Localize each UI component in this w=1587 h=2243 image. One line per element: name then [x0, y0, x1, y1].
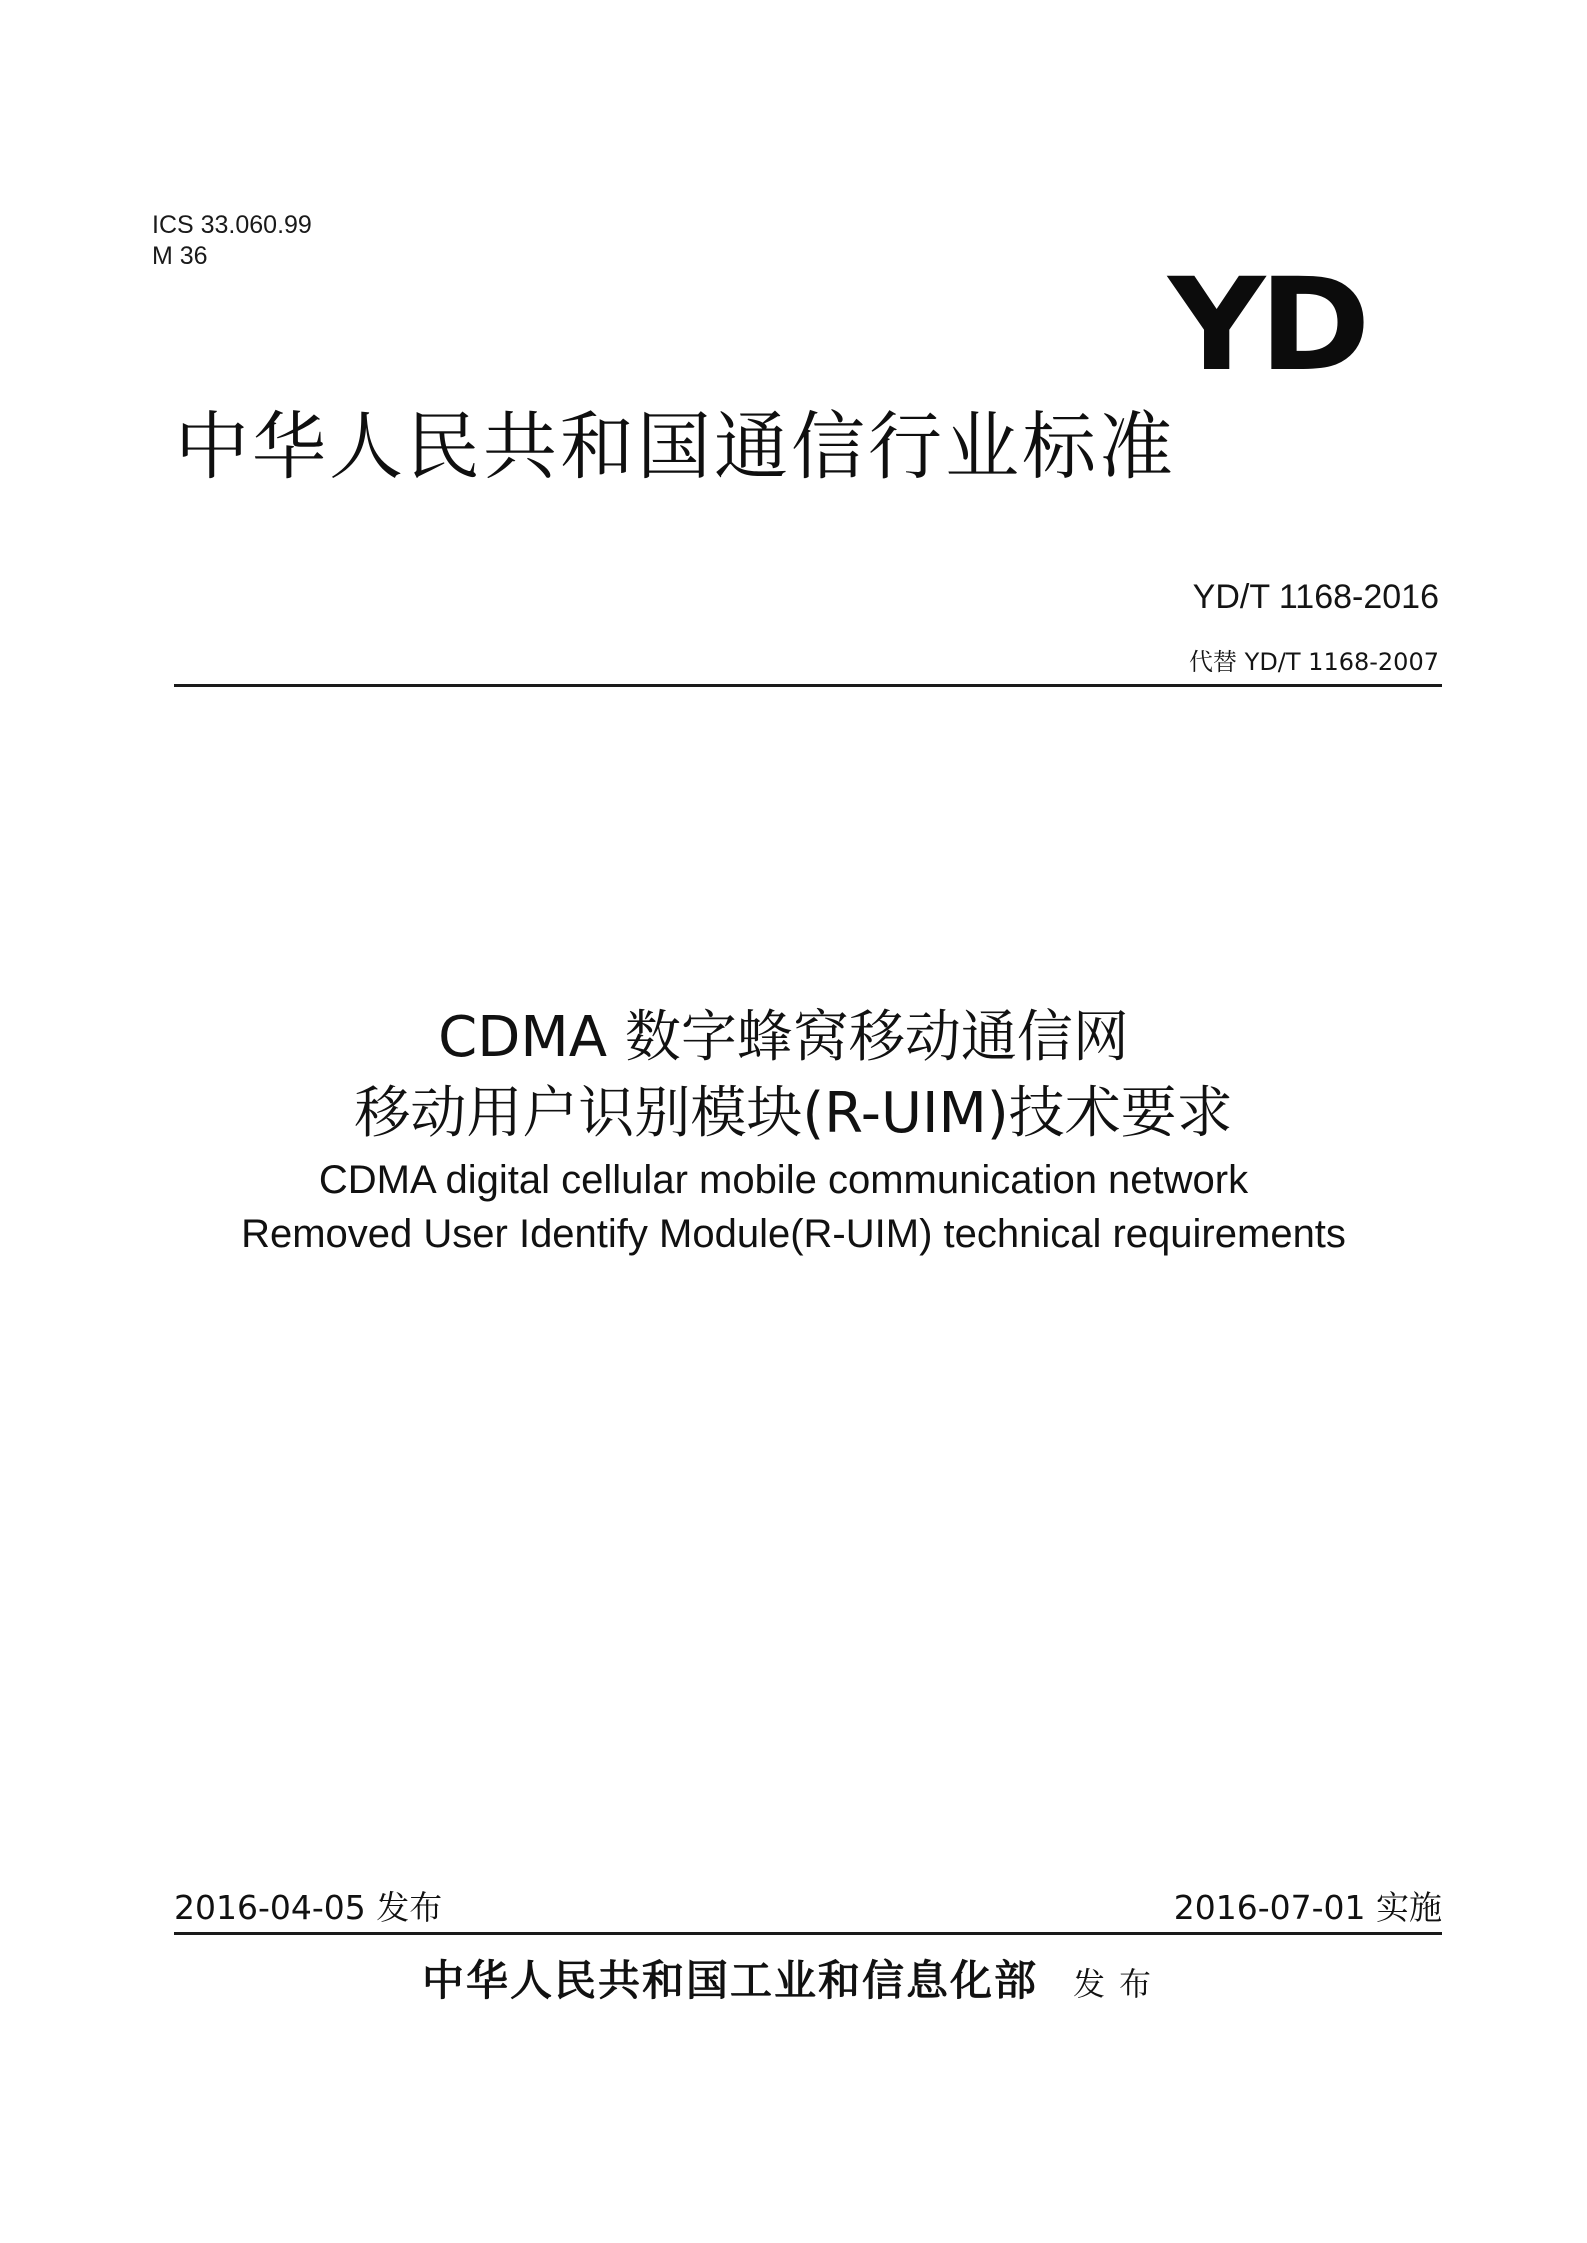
classification-codes [152, 210, 312, 273]
standard-number: YD/T 1168-2016 [1192, 578, 1439, 616]
title-en-line1: CDMA digital cellular mobile communication network [318, 1158, 1249, 1203]
title-cn-line1: CDMA 数字蜂窝移动通信网 [438, 1005, 1129, 1070]
title-cn-line2: 移动用户识别模块(R-UIM)技术要求 [354, 1080, 1233, 1146]
standard-category-title: 中华人民共和国通信行业标准 [175, 404, 1176, 490]
header-divider [174, 684, 1442, 687]
issue-date: 2016-04-05 发布 [174, 1888, 443, 1927]
issuer-organization: 中华人民共和国工业和信息化部 [421, 1956, 1038, 2005]
ics-code: ICS 33.060.99 [152, 211, 312, 239]
replaces-standard: 代替 YD/T 1168-2007 [1189, 648, 1439, 676]
footer-divider [174, 1932, 1442, 1935]
issuer-line [0, 1948, 1587, 2008]
yd-logo: YD [1168, 251, 1365, 400]
title-en-line2: Removed User Identify Module(R-UIM) technical requirements [241, 1212, 1346, 1257]
document-title [0, 1000, 1587, 1261]
ccs-code: M 36 [152, 242, 208, 271]
implementation-date: 2016-07-01 实施 [1173, 1888, 1442, 1927]
issuer-suffix: 发布 [1073, 1965, 1166, 2003]
